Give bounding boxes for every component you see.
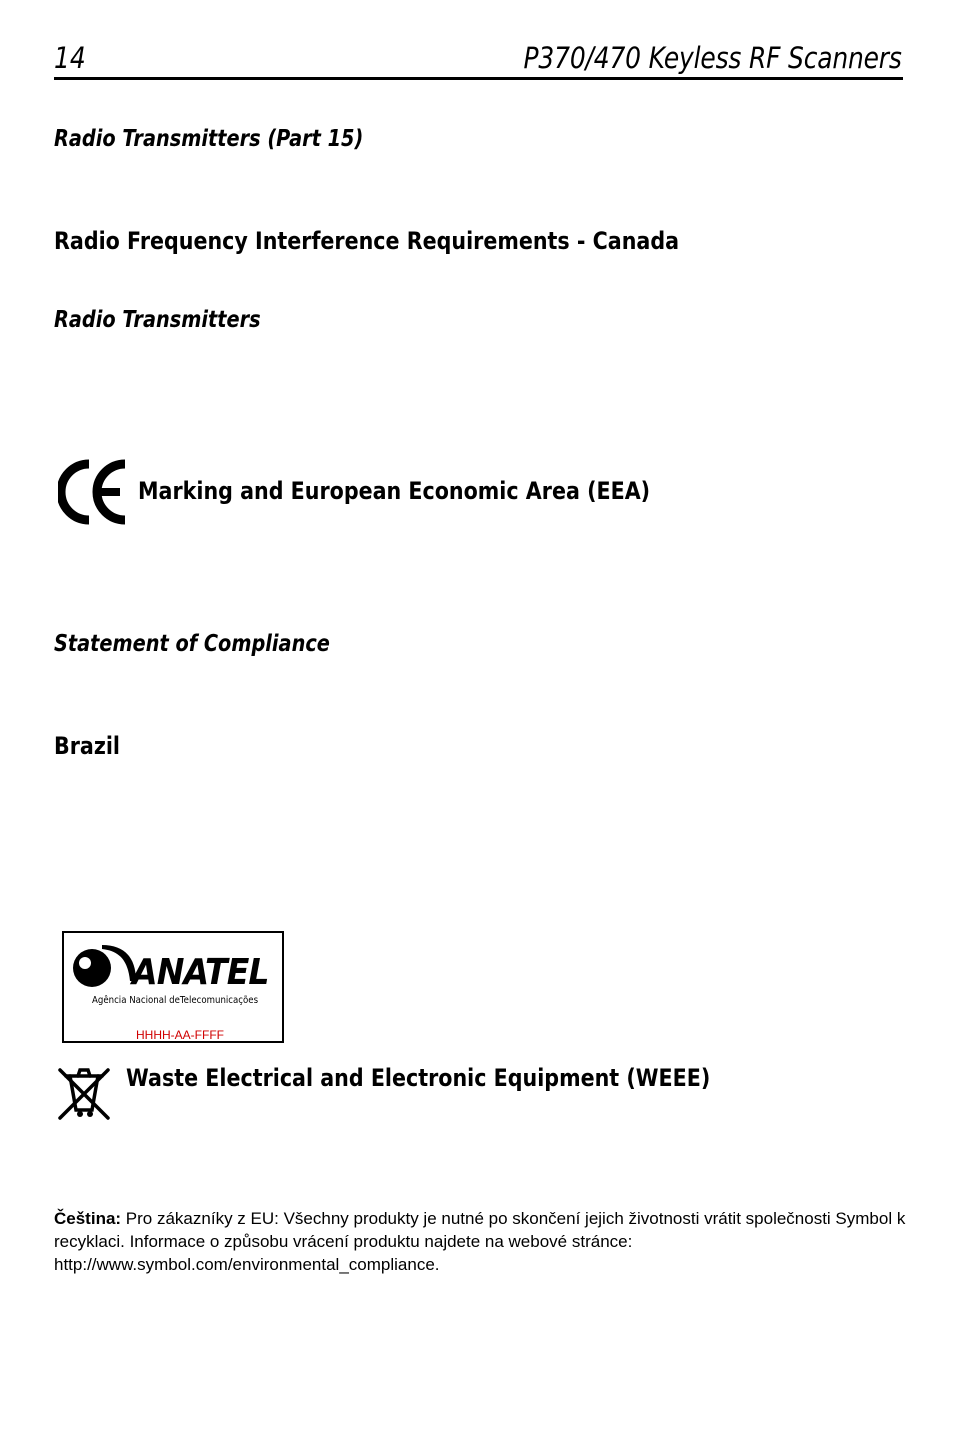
heading-rfi-canada: Radio Frequency Interference Requirements - Canada <box>54 227 680 255</box>
heading-brazil: Brazil <box>54 732 121 760</box>
heading-statement-of-compliance: Statement of Compliance <box>54 631 330 657</box>
heading-radio-transmitters: Radio Transmitters <box>54 307 261 333</box>
page-number: 14 <box>54 41 86 75</box>
czech-paragraph <box>54 1207 914 1276</box>
page-header-title: P370/470 Keyless RF Scanners <box>523 41 902 75</box>
czech-label: Čeština: <box>54 1209 122 1228</box>
heading-weee: Waste Electrical and Electronic Equipment (WEEE) <box>126 1064 711 1092</box>
anatel-logo-icon <box>72 941 136 991</box>
anatel-label <box>62 931 284 1043</box>
heading-ce-marking: Marking and European Economic Area (EEA) <box>138 477 651 505</box>
header-rule <box>54 77 903 80</box>
ce-mark-icon <box>58 458 128 526</box>
weee-crossed-bin-icon <box>56 1064 112 1122</box>
czech-text: Pro zákazníky z EU: Všechny produkty je nutné po skončení jejich životnosti vrátit společnosti Symbol k recyklaci. Informace o způsobu vrácení produktu najdete na webové stránce: http://www.symbol.com/environmental_compliance. <box>54 1209 906 1274</box>
anatel-subtitle: Agência Nacional deTelecomunicações <box>92 995 259 1006</box>
anatel-wordmark: ANATEL <box>132 952 269 993</box>
heading-radio-transmitters-part15: Radio Transmitters (Part 15) <box>54 126 364 152</box>
anatel-code: HHHH-AA-FFFF <box>136 1028 224 1042</box>
